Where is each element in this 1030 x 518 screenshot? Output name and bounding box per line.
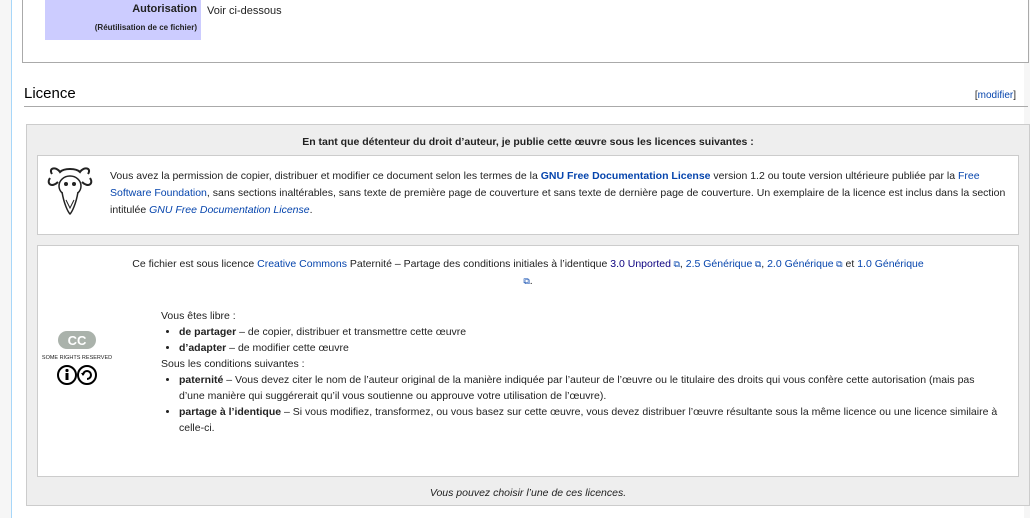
cc-1-0-link[interactable]: 1.0 Générique: [857, 258, 924, 270]
file-info-table: [22, 0, 1029, 63]
cc-license-box: [37, 245, 1019, 477]
external-link-icon: ⧉: [833, 259, 843, 269]
conditions-list: [161, 372, 1001, 436]
cc-license-summary: Ce fichier est sous licence Creative Commons Paternité – Partage des conditions initiales à l’identique 3.0 Unported ⧉, 2.5 Générique ⧉, 2.0 Générique ⧉ et 1.0 Générique ⧉.: [132, 258, 924, 287]
fsf-link[interactable]: Free Software Foundation: [110, 170, 980, 199]
gfdl-link[interactable]: GNU Free Documentation License: [540, 170, 711, 182]
external-link-icon: ⧉: [752, 259, 762, 269]
gfdl-section-link[interactable]: GNU Free Documentation License: [149, 204, 310, 216]
heading-divider: [24, 106, 1028, 107]
authorization-label: Autorisation: [132, 3, 197, 15]
cc-license-terms: [161, 308, 1001, 436]
gnu-head-icon: [46, 164, 94, 216]
list-item: • de partager – de copier, distribuer et transmettre cette œuvre: [179, 324, 1001, 340]
conditions-heading: Sous les conditions suivantes :: [161, 358, 305, 370]
authorization-value: Voir ci-dessous: [207, 5, 282, 17]
cc-2-0-link[interactable]: 2.0 Générique: [767, 258, 834, 270]
section-heading-licence: Licence: [24, 85, 76, 102]
authorization-label-cell: [45, 0, 201, 40]
cc-2-5-link[interactable]: 2.5 Générique: [685, 258, 753, 270]
license-container: [26, 124, 1030, 506]
section-edit: [modifier]: [974, 90, 1016, 101]
gfdl-text: Vous avez la permission de copier, distribuer et modifier ce document selon les termes de la GNU Free Documentation License version 1.2 ou toute version ultérieure publiée par la Free Software Foundation, sans sections inaltérables, sans texte de première page de couverture et sans texte de dernière page de couverture. Un exemplaire de la licence est inclus dans la section intitulée GNU Free Documentation License.: [110, 170, 1006, 216]
external-link-icon: ⧉: [523, 276, 530, 286]
free-heading: Vous êtes libre :: [161, 310, 236, 322]
list-item: • d’adapter – de modifier cette œuvre: [179, 340, 1001, 356]
left-sidebar-edge: [0, 0, 12, 518]
license-title: En tant que détenteur du droit d’auteur, je publie cette œuvre sous les licences suivantes :: [302, 136, 754, 148]
page-content: [12, 0, 1024, 518]
edit-link[interactable]: modifier: [977, 90, 1014, 101]
creative-commons-link[interactable]: Creative Commons: [257, 258, 347, 270]
cc-3-0-link[interactable]: 3.0 Unported: [610, 258, 671, 270]
list-item: • paternité – Vous devez citer le nom de l’auteur original de la manière indiquée par l’auteur de l’œuvre ou le titulaire des droits qui vous confère cette autorisation (mais pas d’une manière qui suggérerait qu’il vous soutienne ou approuve votre utilisation de l’œuvre).: [179, 372, 1001, 404]
gfdl-license-box: [37, 155, 1019, 235]
cc-by-sa-icon: [41, 331, 113, 391]
authorization-sublabel: (Réutilisation de ce fichier): [94, 23, 197, 32]
cc-logo-subtext: SOME RIGHTS RESERVED: [41, 355, 113, 361]
freedoms-list: [161, 324, 1001, 356]
external-link-icon: ⧉: [670, 259, 680, 269]
choose-license-note: Vous pouvez choisir l’une de ces licences.: [429, 487, 627, 499]
list-item: • partage à l’identique – Si vous modifiez, transformez, ou vous basez sur cette œuvre, vous devez distribuer l’œuvre résultante sous la même licence ou une licence similaire à celle-ci.: [179, 404, 1001, 436]
cc-logo-text: CC: [67, 333, 87, 348]
